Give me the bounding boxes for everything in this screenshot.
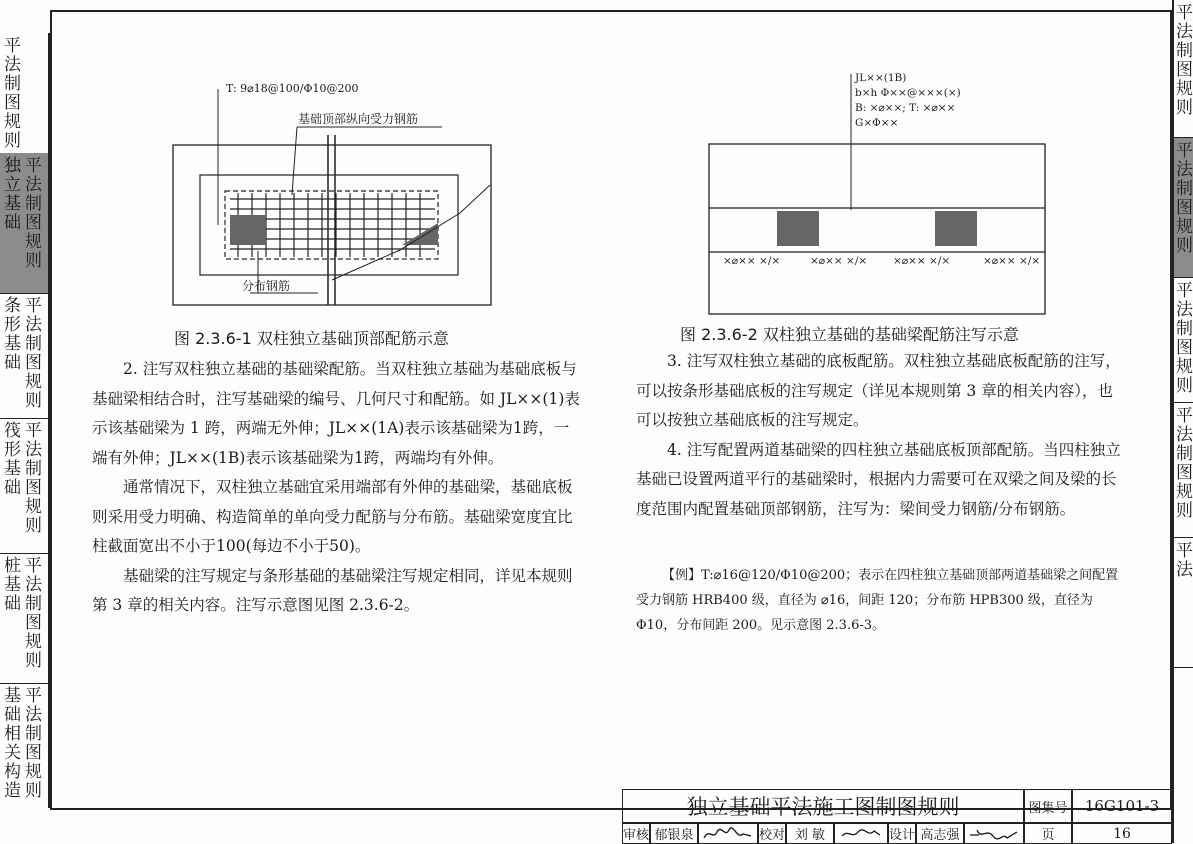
fig2-annot-line3: B: ×⌀××; T: ×⌀×× (855, 102, 956, 114)
sidebar-tab-4[interactable] (0, 418, 48, 554)
sidebar-tab-label: 平法制图规则 (4, 36, 21, 151)
sidebar-tab-sub: 基础相关构造 (4, 686, 21, 801)
sidebar-tab-label: 平法制图规则 (25, 156, 42, 271)
fig1-label-top: T: 9⌀18@100/Φ10@200 (226, 82, 359, 95)
left-paragraph-3: 基础梁的注写规定与条形基础的基础梁注写规定相同，详见本规则第 3 章的相关内容。注写示意图见图 2.3.6-2。 (92, 566, 573, 614)
fig2-annot-line2: b×h Φ××@×××(×) (855, 87, 961, 99)
atlas-number: 16G101-3 (1072, 789, 1172, 823)
check-label: 校对 (758, 823, 786, 844)
review-name: 郁银泉 (650, 823, 698, 844)
review-signature (698, 823, 758, 844)
sidebar-tab-3[interactable] (0, 293, 48, 419)
column-left (230, 215, 266, 245)
fig2-rebar-label-3: ×⌀×× ×/× (893, 255, 951, 267)
sidebar-tab-6[interactable] (0, 683, 48, 808)
atlas-label: 图集号 (1024, 789, 1072, 823)
page-number: 16 (1072, 823, 1172, 844)
left-text-column (92, 355, 582, 621)
design-signature (964, 823, 1024, 844)
right-tab-3[interactable]: 平法制图规则 (1174, 278, 1193, 403)
fig2-rebar-label-2: ×⌀×× ×/× (810, 255, 868, 267)
sidebar-tab-sub: 桩基础 (4, 556, 21, 614)
example-note (636, 563, 1128, 638)
sidebar-tab-label: 平法制图规则 (25, 421, 42, 536)
footing-outline (173, 145, 491, 305)
right-tab-2[interactable]: 平法制图规则 (1174, 138, 1193, 278)
right-paragraph-1: 3. 注写双柱独立基础的底板配筋。双柱独立基础底板配筋的注写，可以按条形基础底板的注写规定（详见本规则第 3 章的相关内容），也可以按独立基础底板的注写规定。 (636, 352, 1121, 429)
left-paragraph-2: 通常情况下，双柱独立基础宜采用端部有外伸的基础梁，基础底板则采用受力明确、构造简单的单向受力配筋与分布筋。基础梁宽度宜比柱截面宽出不小于100(每边不小于50)。 (92, 478, 573, 555)
fig1-label-long: 基础顶部纵向受力钢筋 (298, 112, 419, 126)
right-paragraph-2: 4. 注写配置两道基础梁的四柱独立基础底板顶部配筋。当四柱独立基础已设置两道平行的基础梁时，根据内力需要可在双梁之间及梁的长度范围内配置基础顶部钢筋，注写为：梁间受力钢筋/分布钢筋。 (636, 440, 1121, 518)
figure-1-caption: 图 2.3.6-1 双柱独立基础顶部配筋示意 (174, 329, 449, 348)
page-label: 页 (1024, 823, 1072, 844)
fig2-rebar-label-4: ×⌀×× ×/× (983, 255, 1041, 267)
fig2-annot-line4: G×Φ×× (855, 117, 899, 129)
right-edge-strip (1172, 0, 1193, 843)
fig2-annot-line1: JL××(1B) (855, 72, 907, 84)
sidebar-tab-1[interactable] (0, 33, 48, 154)
foundation-section (709, 144, 1045, 314)
design-name: 高志强 (916, 823, 964, 844)
sidebar-tab-label: 平法制图规则 (25, 296, 42, 411)
check-name: 刘 敏 (786, 823, 834, 844)
fig2-rebar-label-1: ×⌀×× ×/× (723, 255, 781, 267)
right-text-column (636, 347, 1128, 524)
column-right (935, 211, 977, 246)
right-tab-1[interactable]: 平法制图规则 (1174, 0, 1193, 138)
sidebar-tab-2[interactable] (0, 153, 48, 294)
right-tab-5[interactable]: 平法 (1174, 538, 1193, 668)
sidebar-tab-sub: 独立基础 (4, 156, 21, 233)
leader-long (292, 127, 297, 195)
example-text: 【例】T:⌀16@120/Φ10@200；表示在四柱独立基础顶部两道基础梁之间配置受力钢筋 HRB400 级，直径为 ⌀16，间距 120；分布筋 HPB300 级，直径为 Φ10，分布间距 200。见示意图 2.3.6-3。 (636, 568, 1119, 633)
right-tab-4[interactable]: 平法制图规则 (1174, 403, 1193, 538)
sidebar-tab-label: 平法制图规则 (25, 686, 42, 801)
check-signature (834, 823, 888, 844)
sidebar-tab-5[interactable] (0, 553, 48, 684)
sidebar (0, 33, 50, 808)
column-left (777, 211, 819, 246)
title-block (622, 789, 1172, 844)
sidebar-tab-label: 平法制图规则 (25, 556, 42, 671)
fig2-annotation (855, 71, 961, 131)
left-paragraph-1: 2. 注写双柱独立基础的基础梁配筋。当双柱独立基础为基础底板与基础梁相结合时，注写基础梁的编号、几何尺寸和配筋。如 JL××(1)表示该基础梁为 1 跨，两端无外伸；JL××(1A)表示该基础梁为1跨，一端有外伸；JL××(1B)表示该基础梁为1跨，两端均有外伸。 (92, 360, 580, 467)
sidebar-tab-sub: 筏形基础 (4, 421, 21, 498)
figure-2-caption: 图 2.3.6-2 双柱独立基础的基础梁配筋注写示意 (680, 325, 1019, 344)
design-label: 设计 (888, 823, 916, 844)
drawing-title: 独立基础平法施工图制图规则 (622, 789, 1024, 823)
fig1-label-dist: 分布钢筋 (242, 279, 291, 293)
review-label: 审核 (622, 823, 650, 844)
sidebar-tab-sub: 条形基础 (4, 296, 21, 373)
